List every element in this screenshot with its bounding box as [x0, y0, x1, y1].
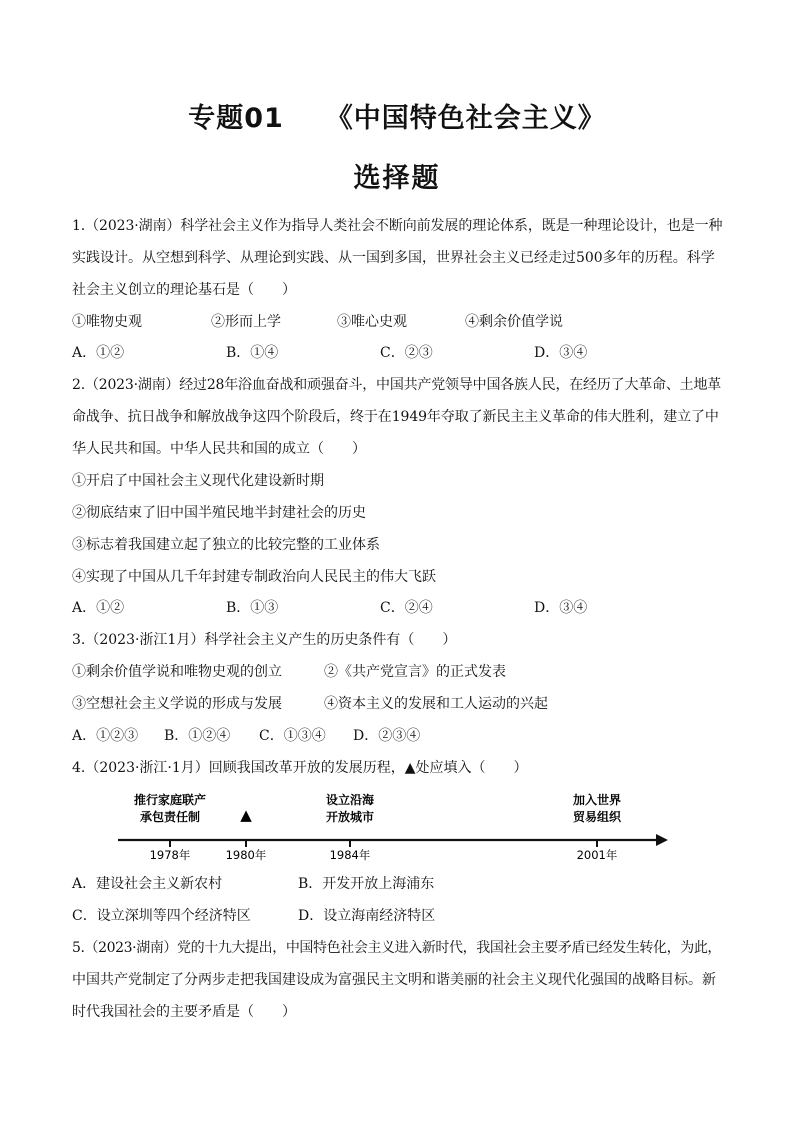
- q1-choice-a[interactable]: A．①②: [72, 345, 125, 361]
- q1-item: ④剩余价值学说: [465, 314, 563, 330]
- q3-choice-c[interactable]: C．①③④: [259, 728, 326, 744]
- q2-choice-b[interactable]: B．①③: [226, 600, 279, 616]
- q3-choice-d[interactable]: D．②③④: [353, 728, 421, 744]
- blank-marker: ▲: [240, 806, 252, 824]
- q1-stem-line: 实践设计。从空想到科学、从理论到实践、从一国到多国，世界社会主义已经走过500多年的历程。科学: [72, 250, 715, 266]
- q2-item: ④实现了中国从几千年封建专制政治向人民民主的伟大飞跃: [72, 569, 436, 585]
- event-1980: [226, 806, 267, 862]
- section-title: 选择题: [353, 163, 441, 194]
- q2-item: ①开启了中国社会主义现代化建设新时期: [72, 473, 324, 489]
- q5-stem-line: 5.（2023·湖南）党的十九大提出，中国特色社会主义进入新时代，我国社会主要矛盾已经发生转化，为此，: [72, 940, 722, 956]
- q4-choice-c[interactable]: C．设立深圳等四个经济特区: [72, 908, 251, 924]
- q2-item: ③标志着我国建立起了独立的比较完整的工业体系: [72, 537, 380, 553]
- event-label: 加入世界: [572, 793, 622, 807]
- q2-choice-a[interactable]: A．①②: [72, 600, 125, 616]
- q5-stem-line: 中国共产党制定了分两步走把我国建设成为富强民主文明和谐美丽的社会主义现代化强国的战略目标。新: [72, 972, 716, 988]
- year-label: 1978年: [149, 848, 191, 862]
- event-label: 贸易组织: [572, 810, 622, 824]
- q2-stem-line: 2.（2023·湖南）经过28年浴血奋战和顽强奋斗，中国共产党领导中国各族人民，在经历了大革命、土地革: [72, 377, 722, 393]
- q3-stem: 3.（2023·浙江1月）科学社会主义产生的历史条件有（ ）: [72, 632, 457, 648]
- q3-item: ④资本主义的发展和工人运动的兴起: [324, 696, 548, 712]
- q3-choice-a[interactable]: A．①②③: [72, 728, 139, 744]
- q3-item: ③空想社会主义学说的形成与发展: [72, 696, 282, 712]
- year-label: 1980年: [225, 848, 267, 862]
- year-label: 2001年: [576, 848, 618, 862]
- timeline-arrowhead: [656, 834, 668, 846]
- q3-item: ①剩余价值学说和唯物史观的创立: [72, 664, 282, 680]
- q4-stem: 4.（2023·浙江·1月）回顾我国改革开放的发展历程，▲处应填入（ ）: [72, 760, 528, 776]
- event-label: 设立沿海: [325, 793, 375, 807]
- q1-item: ③唯心史观: [337, 314, 407, 330]
- q2-stem-line: 华人民共和国。中华人民共和国的成立（ ）: [72, 441, 366, 457]
- q1-stem-line: 社会主义创立的理论基石是（ ）: [72, 282, 296, 298]
- q2-item: ②彻底结束了旧中国半殖民地半封建社会的历史: [72, 505, 366, 521]
- event-label: 承包责任制: [139, 810, 201, 824]
- q1-item: ②形而上学: [211, 314, 281, 330]
- q3-choice-b[interactable]: B．①②④: [164, 728, 231, 744]
- year-label: 1984年: [329, 848, 371, 862]
- q2-choice-c[interactable]: C．②④: [380, 600, 433, 616]
- event-1984: [326, 792, 375, 862]
- q1-stem-line: 1.（2023·湖南）科学社会主义作为指导人类社会不断向前发展的理论体系，既是一种理论设计，也是一种: [72, 218, 723, 234]
- q5-stem-line: 时代我国社会的主要矛盾是（ ）: [72, 1004, 296, 1020]
- q4-choice-d[interactable]: D．设立海南经济特区: [298, 908, 436, 924]
- topic-name: 《中国特色社会主义》: [325, 103, 606, 134]
- q1-choice-c[interactable]: C．②③: [380, 345, 433, 361]
- event-label: 推行家庭联产: [133, 793, 207, 807]
- q1-choice-b[interactable]: B．①④: [226, 345, 279, 361]
- q4-choice-b[interactable]: B．开发开放上海浦东: [298, 876, 435, 892]
- q1-item: ①唯物史观: [72, 314, 142, 330]
- event-label: 开放城市: [325, 810, 375, 824]
- topic-number: 专题01: [188, 103, 284, 134]
- q4-choice-a[interactable]: A．建设社会主义新农村: [72, 876, 223, 892]
- event-2001: [572, 792, 622, 862]
- q2-stem-line: 命战争、抗日战争和解放战争这四个阶段后，终于在1949年夺取了新民主主义革命的伟大胜利，建立了中: [72, 409, 719, 425]
- q2-choice-d[interactable]: D．③④: [534, 600, 588, 616]
- event-1978: [134, 792, 206, 862]
- q3-item: ②《共产党宣言》的正式发表: [324, 664, 506, 680]
- q1-choice-d[interactable]: D．③④: [534, 345, 588, 361]
